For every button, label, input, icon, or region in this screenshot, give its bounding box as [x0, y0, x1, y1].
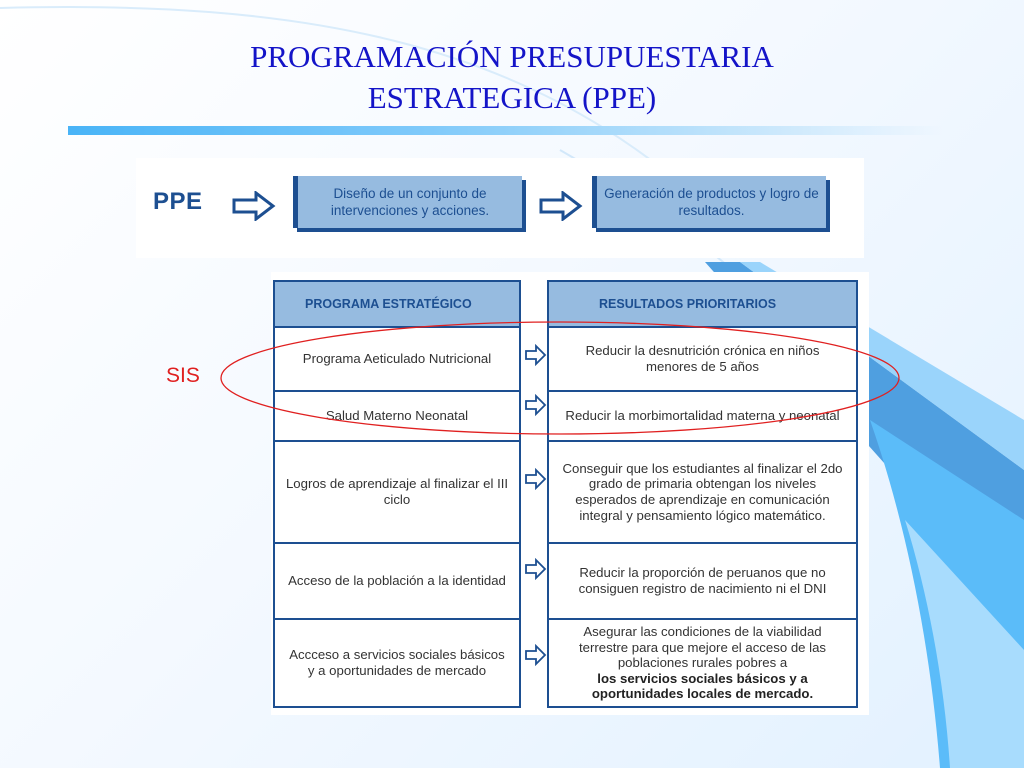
result-cell: Reducir la proporción de peruanos que no consiguen registro de nacimiento ni el DNI — [549, 542, 856, 618]
result-emphasis-text: los servicios sociales básicos y a oportunidades locales de mercado. — [591, 670, 814, 702]
result-cell: Reducir la morbimortalidad materna y neonatal — [549, 390, 856, 440]
program-cell: Salud Materno Neonatal — [275, 390, 519, 440]
result-text: Asegurar las condiciones de la viabilidad terrestre para que mejore el acceso de las poblaciones rurales pobres a — [578, 624, 827, 671]
result-cell: Conseguir que los estudiantes al finalizar el 2do grado de primaria obtengan los niveles esperados de aprendizaje en comunicación integral y pensamiento lógico matemático. — [549, 440, 856, 542]
program-cell: Accceso a servicios sociales básicos y a oportunidades de mercado — [275, 618, 519, 706]
results-column-header: RESULTADOS PRIORITARIOS — [549, 282, 856, 326]
slide-title-line-1: PROGRAMACIÓN PRESUPUESTARIA — [250, 39, 774, 74]
result-cell: Reducir la desnutrición crónica en niños menores de 5 años — [549, 326, 856, 390]
sis-annotation-label: SIS — [166, 364, 200, 387]
slide-title-line-2: ESTRATEGICA (PPE) — [367, 80, 657, 115]
ppe-label: PPE — [153, 188, 203, 215]
program-cell: Programa Aeticulado Nutricional — [275, 326, 519, 390]
program-column-header: PROGRAMA ESTRATÉGICO — [275, 282, 519, 326]
program-cell: Acceso de la población a la identidad — [275, 542, 519, 618]
ppe-design-box: Diseño de un conjunto de intervenciones y acciones. — [293, 176, 522, 228]
program-cell: Logros de aprendizaje al finalizar el III ciclo — [275, 440, 519, 542]
ppe-results-box: Generación de productos y logro de resultados. — [592, 176, 826, 228]
